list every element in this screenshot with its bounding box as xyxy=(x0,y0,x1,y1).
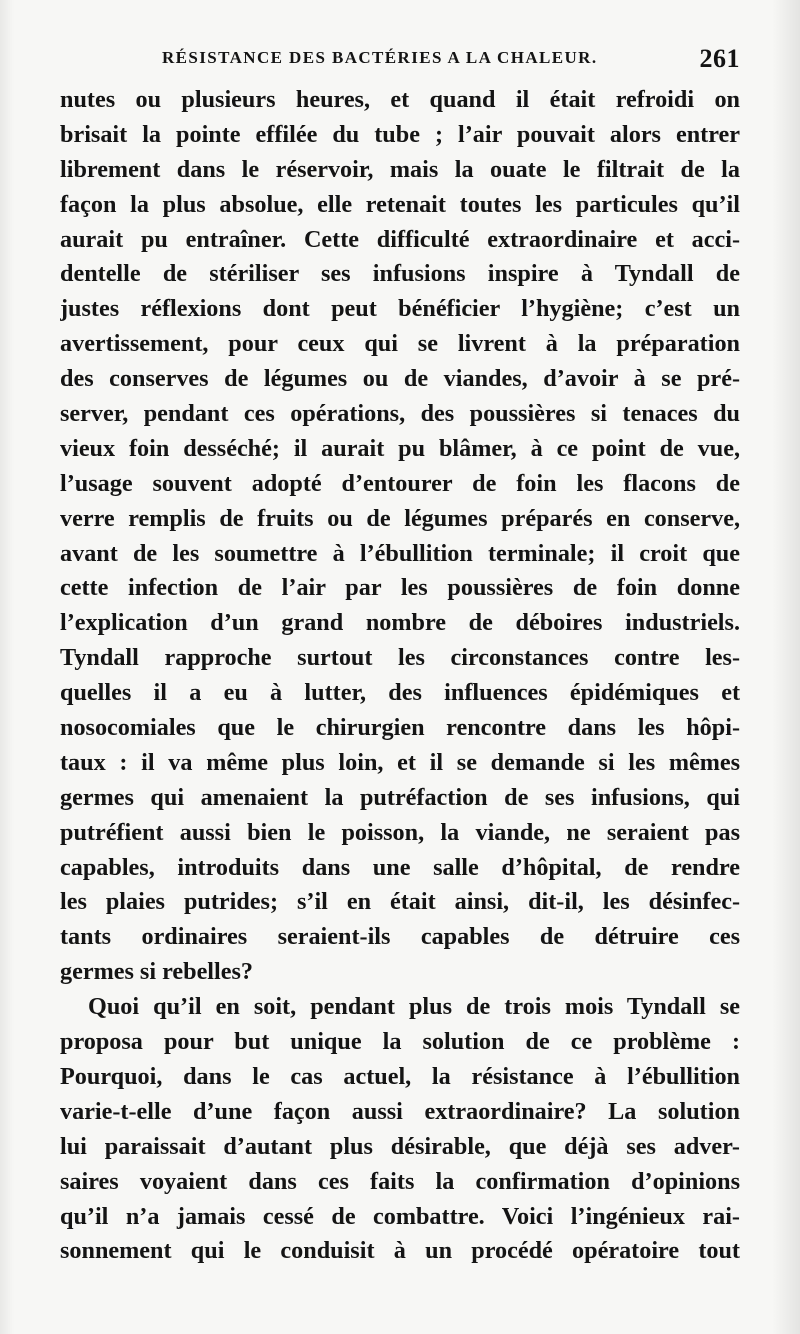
text-line: verre remplis de fruits ou de légumes préparés en conserve, xyxy=(60,504,740,532)
text-line: façon la plus absolue, elle retenait toutes les particules qu’il xyxy=(60,190,740,218)
text-line: brisait la pointe effilée du tube ; l’air pouvait alors entrer xyxy=(60,120,740,148)
text-line: vieux foin desséché; il aurait pu blâmer, à ce point de vue, xyxy=(60,434,740,462)
text-line: les plaies putrides; s’il en était ainsi, dit-il, les désinfec- xyxy=(60,888,740,916)
text-line: sonnement qui le conduisit à un procédé opératoire tout xyxy=(60,1237,740,1265)
text-line: dentelle de stériliser ses infusions inspire à Tyndall de xyxy=(60,260,740,288)
text-line: germes qui amenaient la putréfaction de ses infusions, qui xyxy=(60,783,740,811)
text-line: server, pendant ces opérations, des poussières si tenaces du xyxy=(60,400,740,428)
text-line: des conserves de légumes ou de viandes, d’avoir à se pré- xyxy=(60,365,740,393)
text-line: nosocomiales que le chirurgien rencontre dans les hôpi- xyxy=(60,714,740,742)
text-line: tants ordinaires seraient-ils capables de détruire ces xyxy=(60,923,740,951)
text-line: justes réflexions dont peut bénéficier l’hygiène; c’est un xyxy=(60,295,740,323)
text-line: lui paraissait d’autant plus désirable, que déjà ses adver- xyxy=(60,1132,740,1160)
body-text xyxy=(60,83,740,1269)
text-line: varie-t-elle d’une façon aussi extraordinaire? La solution xyxy=(60,1097,740,1125)
binding-shadow xyxy=(772,0,800,1334)
text-line: avertissement, pour ceux qui se livrent à la préparation xyxy=(60,330,740,358)
text-line: capables, introduits dans une salle d’hôpital, de rendre xyxy=(60,853,740,881)
text-line: Tyndall rapproche surtout les circonstances contre les- xyxy=(60,644,740,672)
text-line: Pourquoi, dans le cas actuel, la résistance à l’ébullition xyxy=(60,1062,740,1090)
running-title: RÉSISTANCE DES BACTÉRIES A LA CHALEUR. xyxy=(162,48,598,67)
text-line: l’explication d’un grand nombre de déboires industriels. xyxy=(60,609,740,637)
text-line: quelles il a eu à lutter, des influences épidémiques et xyxy=(60,679,740,707)
text-line: librement dans le réservoir, mais la ouate le filtrait de la xyxy=(60,155,740,183)
text-line: proposa pour but unique la solution de ce problème : xyxy=(60,1028,740,1056)
page-number: 261 xyxy=(699,44,740,73)
text-line: germes si rebelles? xyxy=(60,958,253,986)
text-line: qu’il n’a jamais cessé de combattre. Voici l’ingénieux rai- xyxy=(60,1202,740,1230)
text-line: nutes ou plusieurs heures, et quand il était refroidi on xyxy=(60,86,740,113)
text-line: cette infection de l’air par les poussières de foin donne xyxy=(60,574,740,602)
text-line: taux : il va même plus loin, et il se demande si les mêmes xyxy=(60,748,740,776)
text-line: l’usage souvent adopté d’entourer de foin les flacons de xyxy=(60,469,740,497)
running-head xyxy=(60,44,740,78)
text-line: avant de les soumettre à l’ébullition terminale; il croit que xyxy=(60,539,740,567)
page-edge-shadow xyxy=(0,0,14,1334)
text-line: saires voyaient dans ces faits la confirmation d’opinions xyxy=(60,1167,740,1195)
text-line: putréfient aussi bien le poisson, la viande, ne seraient pas xyxy=(60,818,740,846)
text-line: aurait pu entraîner. Cette difficulté extraordinaire et acci- xyxy=(60,225,740,253)
text-line: Quoi qu’il en soit, pendant plus de trois mois Tyndall se xyxy=(88,993,740,1021)
